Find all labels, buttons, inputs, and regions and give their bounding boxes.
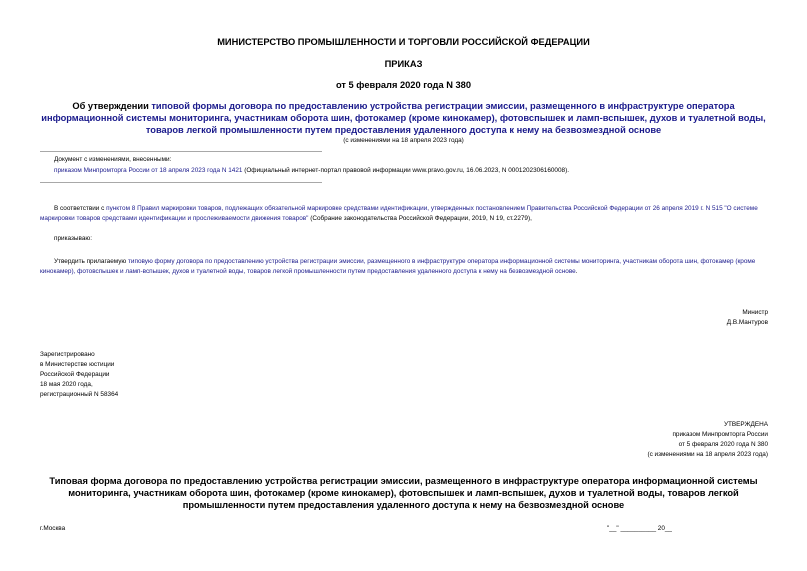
amended-note: (с изменениями на 18 апреля 2023 года): [343, 137, 464, 144]
document-title: [40, 100, 767, 136]
date-blank: "__" __________ 20__: [607, 525, 672, 532]
approval-line: от 5 февраля 2020 года N 380: [678, 441, 768, 448]
title-link[interactable]: типовой формы договора по предоставлению устройства регистрации эмиссии, размещенного в инфраструктуре оператора информационной системы мониторинга, участникам оборота шин, фотокамер (кроме кинокамер), фотовспышек и ламп-вспышек, духов и туалетной воды, товаров легкой промышленности путем предоставления удаленного доступа к нему на безвозмездной основе: [41, 101, 766, 135]
approval-line: приказом Минпромторга России: [672, 431, 768, 438]
registration-line: регистрационный N 58364: [40, 391, 119, 398]
registration-line: 18 мая 2020 года,: [40, 381, 93, 388]
approve-paragraph: [40, 257, 768, 277]
registration-line: Зарегистрировано: [40, 351, 95, 358]
amending-order-link[interactable]: приказом Минпромторга России от 18 апреля 2023 года N 1421: [54, 167, 243, 174]
top-divider: [40, 151, 322, 152]
approve-start: Утвердить прилагаемую: [54, 258, 128, 265]
approval-stamp: [560, 420, 768, 460]
bottom-divider: [40, 182, 322, 183]
changes-label: Документ с изменениями, внесенными:: [54, 156, 172, 163]
city-label: г.Москва: [40, 525, 66, 532]
doc-type-heading: ПРИКАЗ: [384, 59, 423, 69]
signature-name: Д.В.Мантуров: [726, 319, 768, 326]
preamble-end: (Собрание законодательства Российской Федерации, 2019, N 19, ст.2279),: [308, 215, 532, 222]
preamble-start: В соответствии с: [54, 205, 107, 212]
changes-source: [54, 166, 774, 176]
order-word: приказываю:: [54, 235, 92, 242]
registration-line: Российской Федерации: [40, 371, 110, 378]
ministry-heading: МИНИСТЕРСТВО ПРОМЫШЛЕННОСТИ И ТОРГОВЛИ РОССИЙСКОЙ ФЕДЕРАЦИИ: [217, 37, 590, 47]
registration-block: [40, 350, 240, 400]
approved-form-link[interactable]: типовую форму договора по предоставлению устройства регистрации эмиссии, размещенного в инфраструктуре оператора информационной системы мониторинга, участникам оборота шин, фотокамер (кроме кинокамер), фотовспышек и ламп-вспышек, духов и туалетной воды, товаров легкой промышленности путем предоставления удаленного доступа к нему на безвозмездной основе: [40, 258, 756, 275]
registration-line: в Министерстве юстиции: [40, 361, 115, 368]
form-title: Типовая форма договора по предоставлению устройства регистрации эмиссии, размещенного в инфраструктуре оператора информационной системы мониторинга, участникам оборота шин, фотокамер (кроме кинокамер), фотовспышек и ламп-вспышек, духов и туалетной воды, товаров легкой промышленности путем предоставления удаленного доступа к нему на безвозмездной основе: [49, 476, 758, 510]
publication-info: (Официальный интернет-портал правовой информации www.pravo.gov.ru, 16.06.2023, N 0001202306160008).: [242, 167, 570, 174]
marking-rules-link[interactable]: пунктом 8 Правил маркировки товаров, подлежащих обязательной маркировке средствами идентификации, утвержденных постановлением Правительства Российской Федерации от 26 апреля 2019 г. N 515 "О системе маркировки товаров средствами идентификации и прослеживаемости движения товаров": [40, 205, 758, 222]
doc-date-heading: от 5 февраля 2020 года N 380: [335, 80, 472, 90]
approval-line: УТВЕРЖДЕНА: [723, 421, 768, 428]
signature-block: [600, 308, 768, 328]
approval-line: (с изменениями на 18 апреля 2023 года): [647, 451, 768, 458]
signature-position: Министр: [742, 309, 768, 316]
preamble-paragraph: [40, 204, 768, 224]
title-prefix: Об утверждении: [72, 101, 152, 111]
approve-end: .: [575, 268, 578, 275]
